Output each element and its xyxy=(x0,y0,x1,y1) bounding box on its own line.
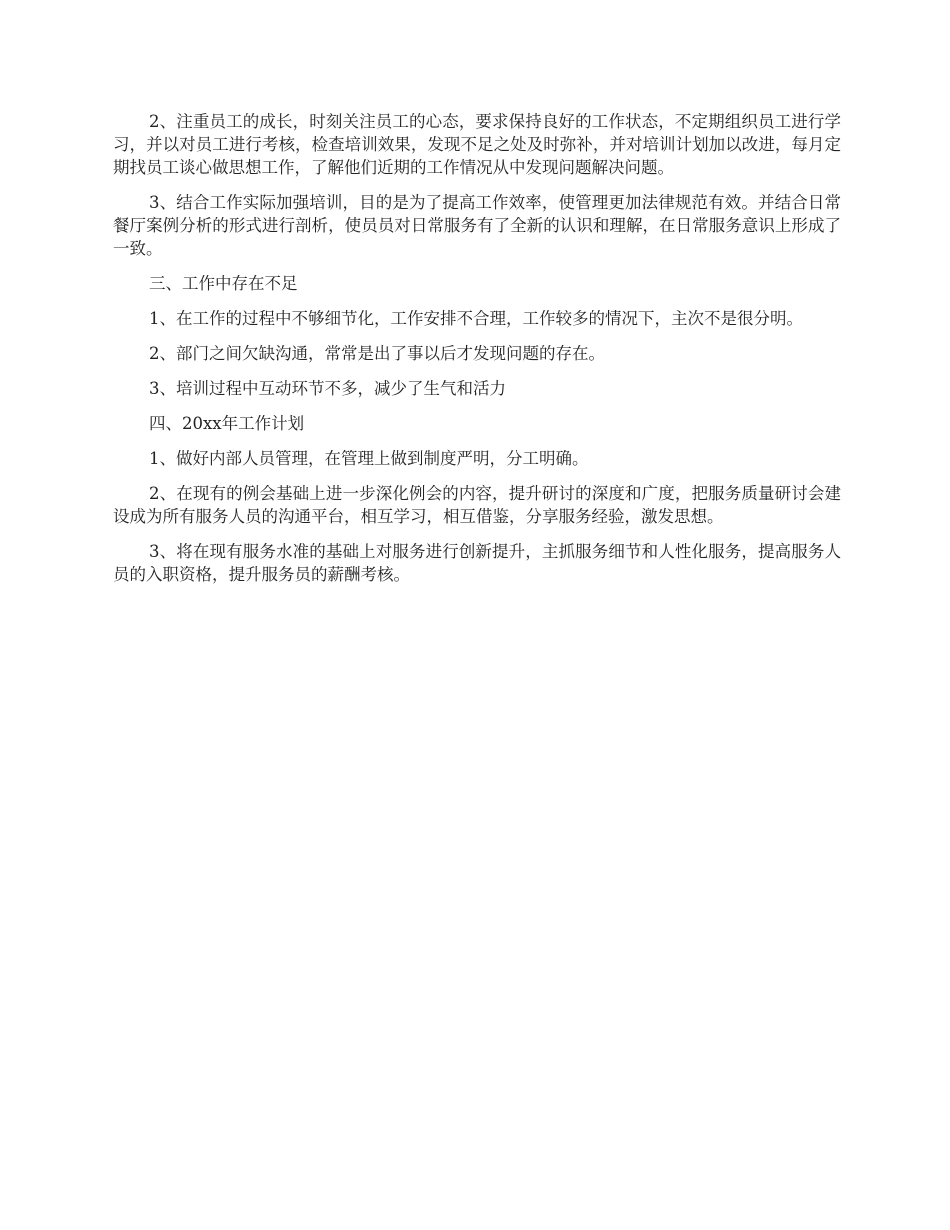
paragraph-shortcoming-3: 3、培训过程中互动环节不多，减少了生气和活力 xyxy=(149,379,506,398)
document-body xyxy=(113,110,841,598)
paragraph-shortcoming-2: 2、部门之间欠缺沟通，常常是出了事以后才发现问题的存在。 xyxy=(149,344,605,363)
paragraph-training: 3、结合工作实际加强培训，目的是为了提高工作效率，使管理更加法律规范有效。并结合日常餐厅案例分析的形式进行剖析，使员员对日常服务有了全新的认识和理解，在日常服务意识上形成了一致。 xyxy=(113,193,841,258)
paragraph-staff-growth: 2、注重员工的成长，时刻关注员工的心态，要求保持良好的工作状态，不定期组织员工进行学习，并以对员工进行考核，检查培训效果，发现不足之处及时弥补，并对培训计划加以改进，每月定期找员工谈心做思想工作，了解他们近期的工作情况从中发现问题解决问题。 xyxy=(113,112,841,177)
section-heading-shortcomings: 三、工作中存在不足 xyxy=(149,274,298,293)
paragraph-shortcoming-1: 1、在工作的过程中不够细节化，工作安排不合理，工作较多的情况下，主次不是很分明。 xyxy=(149,309,803,328)
paragraph-plan-1: 1、做好内部人员管理，在管理上做到制度严明，分工明确。 xyxy=(149,449,589,468)
paragraph-plan-2: 2、在现有的例会基础上进一步深化例会的内容，提升研讨的深度和广度，把服务质量研讨会建设成为所有服务人员的沟通平台，相互学习，相互借鉴，分享服务经验，激发思想。 xyxy=(113,484,841,526)
section-heading-work-plan: 四、20xx年工作计划 xyxy=(149,414,305,433)
paragraph-plan-3: 3、将在现有服务水准的基础上对服务进行创新提升，主抓服务细节和人性化服务，提高服务人员的入职资格，提升服务员的薪酬考核。 xyxy=(113,542,841,584)
